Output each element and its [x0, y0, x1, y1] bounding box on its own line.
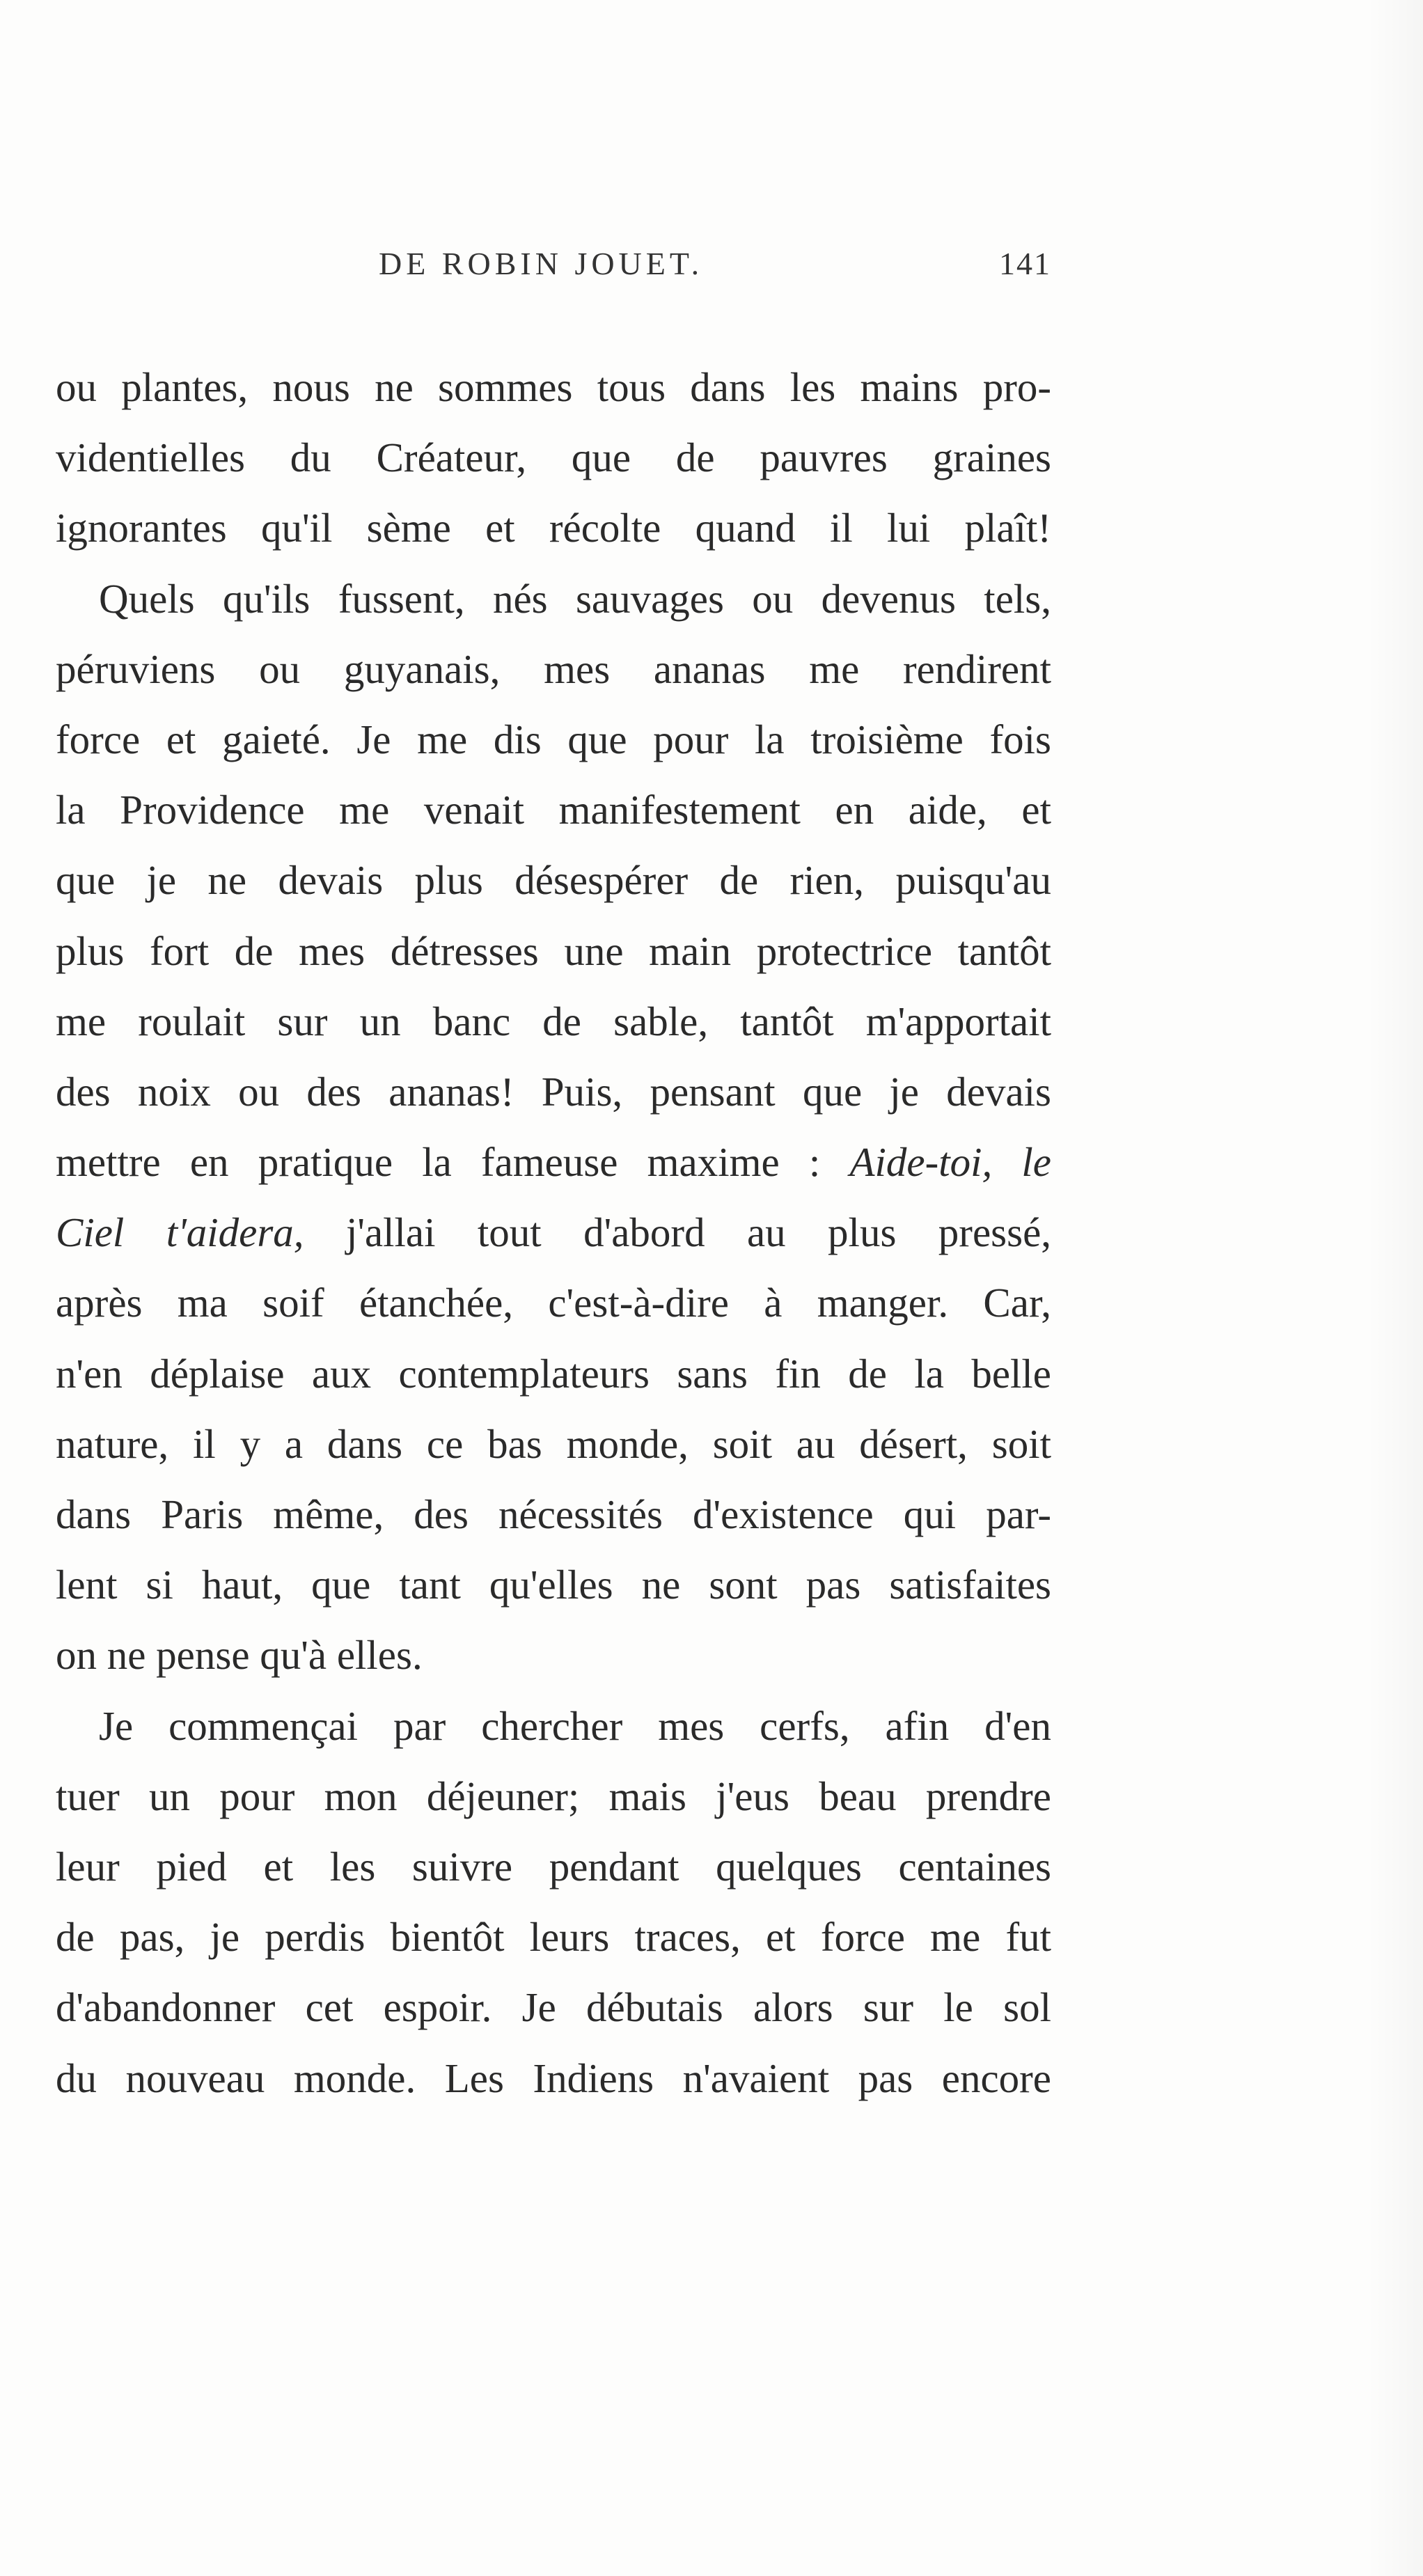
text-line: des noix ou des ananas! Puis, pensant que je devais — [56, 1068, 1051, 1115]
italic-maxim-part: Aide-toi, le — [849, 1139, 1051, 1186]
text-line: de pas, je perdis bientôt leurs traces, et force me fut — [56, 1914, 1051, 1961]
text-line: ou plantes, nous ne sommes tous dans les mains pro- — [56, 364, 1051, 410]
text-line: n'en déplaise aux contemplateurs sans fin de la belle — [56, 1350, 1051, 1397]
text-line: Quels qu'ils fussent, nés sauvages ou devenus tels, — [99, 575, 1051, 622]
text-line: ignorantes qu'il sème et récolte quand il lui plaît! — [56, 505, 1051, 551]
text-line: après ma soif étanchée, c'est-à-dire à manger. Car, — [56, 1280, 1051, 1326]
text-line: lent si haut, que tant qu'elles ne sont pas satisfaites — [56, 1562, 1051, 1608]
text-line: tuer un pour mon déjeuner; mais j'eus beau prendre — [56, 1773, 1051, 1819]
text-line: videntielles du Créateur, que de pauvres graines — [56, 434, 1051, 481]
text-segment: mettre en pratique la fameuse maxime : — [56, 1139, 821, 1186]
text-line: on ne pense qu'à elles. — [56, 1632, 423, 1679]
running-title: DE ROBIN JOUET. — [379, 246, 704, 281]
text-line: du nouveau monde. Les Indiens n'avaient pas encore — [56, 2055, 1051, 2101]
text-line: leur pied et les suivre pendant quelques centaines — [56, 1843, 1051, 1890]
italic-maxim-part: Ciel t'aidera, — [56, 1209, 304, 1256]
text-line: la Providence me venait manifestement en aide, et — [56, 787, 1051, 833]
text-line: péruviens ou guyanais, mes ananas me rendirent — [56, 645, 1051, 692]
text-line: dans Paris même, des nécessités d'existence qui par- — [56, 1491, 1051, 1537]
text-line-with-italic — [56, 1197, 1051, 1268]
text-line: force et gaieté. Je me dis que pour la troisième fois — [56, 716, 1051, 762]
text-line: nature, il y a dans ce bas monde, soit au désert, soit — [56, 1420, 1051, 1467]
text-line: me roulait sur un banc de sable, tantôt m'apportait — [56, 998, 1051, 1044]
text-line-with-italic — [56, 1127, 1051, 1197]
page-number: 141 — [999, 246, 1051, 281]
text-line: Je commençai par chercher mes cerfs, afin d'en — [99, 1702, 1051, 1749]
text-line: d'abandonner cet espoir. Je débutais alors sur le sol — [56, 1984, 1051, 2031]
text-segment: j'allai tout d'abord au plus pressé, — [345, 1209, 1051, 1256]
running-head — [379, 245, 1051, 294]
text-line: que je ne devais plus désespérer de rien, puisqu'au — [56, 857, 1051, 904]
body-text — [56, 352, 1051, 2114]
text-line: plus fort de mes détresses une main protectrice tantôt — [56, 927, 1051, 974]
